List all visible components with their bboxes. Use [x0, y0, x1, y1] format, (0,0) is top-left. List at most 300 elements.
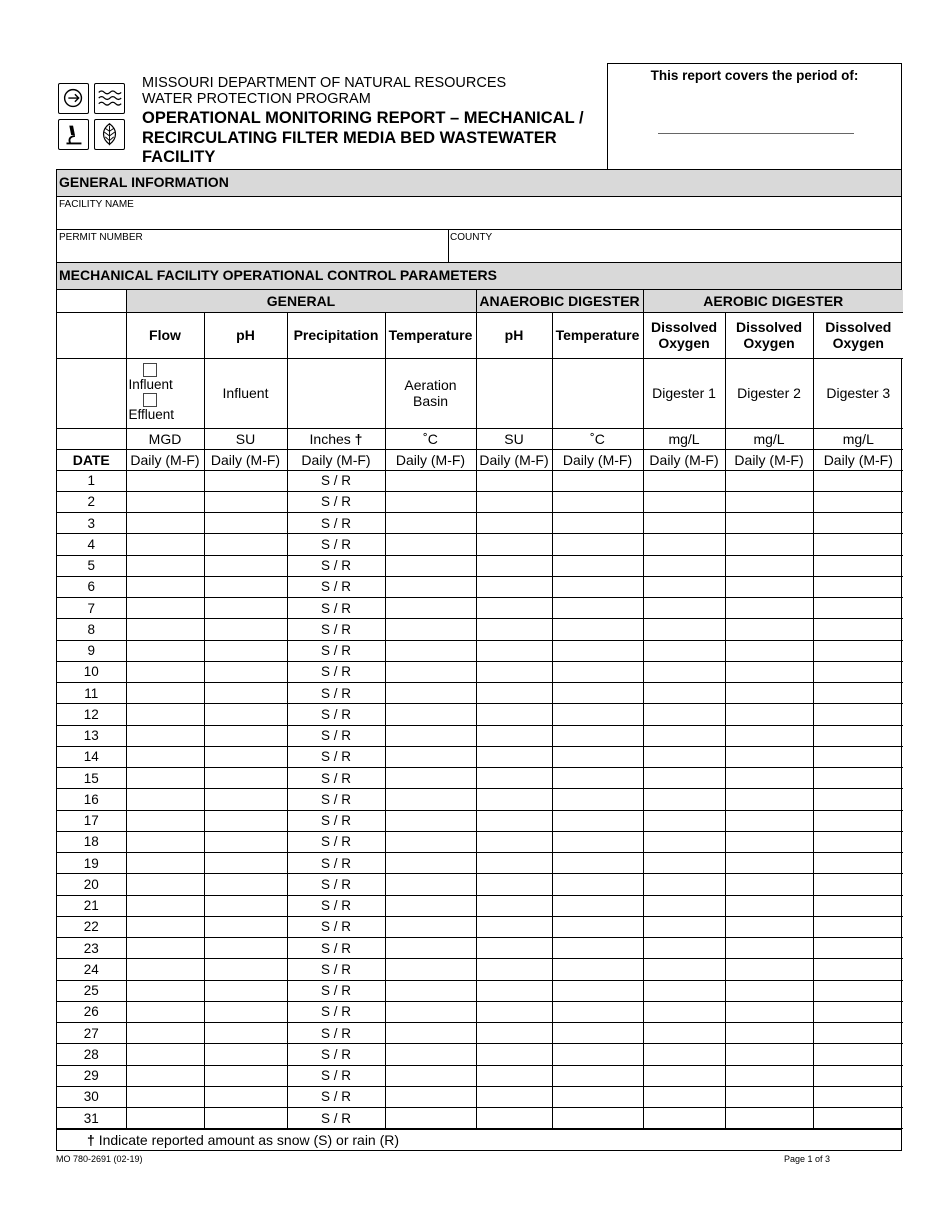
- data-entry-cell[interactable]: [385, 683, 476, 704]
- data-entry-cell[interactable]: [126, 1001, 204, 1022]
- data-entry-cell[interactable]: [204, 938, 287, 959]
- data-entry-cell[interactable]: [552, 1108, 643, 1129]
- data-entry-cell[interactable]: [476, 661, 552, 682]
- data-entry-cell[interactable]: [725, 1065, 813, 1086]
- data-entry-cell[interactable]: [813, 640, 903, 661]
- data-entry-cell[interactable]: [552, 746, 643, 767]
- facility-name-field[interactable]: [57, 197, 901, 230]
- data-entry-cell[interactable]: [813, 810, 903, 831]
- precip-entry-cell[interactable]: S / R: [287, 555, 385, 576]
- precip-entry-cell[interactable]: S / R: [287, 1001, 385, 1022]
- data-entry-cell[interactable]: [725, 1001, 813, 1022]
- precip-entry-cell[interactable]: S / R: [287, 1044, 385, 1065]
- data-entry-cell[interactable]: [476, 683, 552, 704]
- param-name: Dissolved Oxygen: [643, 312, 725, 358]
- data-entry-cell[interactable]: [385, 831, 476, 852]
- data-entry-cell[interactable]: [725, 470, 813, 491]
- data-entry-cell[interactable]: [385, 598, 476, 619]
- data-entry-cell[interactable]: [643, 598, 725, 619]
- data-entry-cell[interactable]: [476, 895, 552, 916]
- data-entry-cell[interactable]: [476, 768, 552, 789]
- data-entry-cell[interactable]: [385, 470, 476, 491]
- data-entry-cell[interactable]: [552, 938, 643, 959]
- data-entry-cell[interactable]: [813, 895, 903, 916]
- data-entry-cell[interactable]: [552, 959, 643, 980]
- data-entry-cell[interactable]: [725, 959, 813, 980]
- data-entry-cell[interactable]: [813, 725, 903, 746]
- data-entry-cell[interactable]: [126, 725, 204, 746]
- data-entry-cell[interactable]: [552, 1065, 643, 1086]
- data-entry-cell[interactable]: [643, 725, 725, 746]
- data-entry-cell[interactable]: [725, 619, 813, 640]
- data-entry-cell[interactable]: [204, 555, 287, 576]
- data-entry-cell[interactable]: [725, 1044, 813, 1065]
- data-entry-cell[interactable]: [725, 704, 813, 725]
- data-entry-cell[interactable]: [385, 534, 476, 555]
- table-row: [57, 831, 903, 852]
- data-entry-cell[interactable]: [643, 789, 725, 810]
- data-entry-cell[interactable]: [725, 768, 813, 789]
- precip-entry-cell[interactable]: S / R: [287, 874, 385, 895]
- data-entry-cell[interactable]: [552, 1044, 643, 1065]
- data-entry-cell[interactable]: [725, 576, 813, 597]
- data-entry-cell[interactable]: [813, 938, 903, 959]
- data-entry-cell[interactable]: [813, 1023, 903, 1044]
- data-entry-cell[interactable]: [204, 470, 287, 491]
- data-entry-cell[interactable]: [204, 513, 287, 534]
- data-entry-cell[interactable]: [204, 810, 287, 831]
- data-entry-cell[interactable]: [126, 661, 204, 682]
- data-entry-cell[interactable]: [813, 831, 903, 852]
- data-entry-cell[interactable]: [643, 1065, 725, 1086]
- precip-entry-cell[interactable]: S / R: [287, 938, 385, 959]
- data-entry-cell[interactable]: [385, 1108, 476, 1129]
- data-entry-cell[interactable]: [813, 513, 903, 534]
- data-entry-cell[interactable]: [126, 704, 204, 725]
- data-entry-cell[interactable]: [476, 810, 552, 831]
- data-entry-cell[interactable]: [643, 895, 725, 916]
- data-entry-cell[interactable]: [643, 746, 725, 767]
- data-entry-cell[interactable]: [126, 746, 204, 767]
- data-entry-cell[interactable]: [126, 831, 204, 852]
- precip-entry-cell[interactable]: S / R: [287, 746, 385, 767]
- data-entry-cell[interactable]: [204, 746, 287, 767]
- report-period-box: [607, 63, 902, 169]
- data-entry-cell[interactable]: [385, 874, 476, 895]
- data-entry-cell[interactable]: [385, 1065, 476, 1086]
- data-entry-cell[interactable]: [476, 555, 552, 576]
- data-entry-cell[interactable]: [476, 1108, 552, 1129]
- table-row: [57, 1086, 903, 1107]
- data-entry-cell[interactable]: [725, 683, 813, 704]
- period-input[interactable]: [658, 133, 854, 134]
- data-entry-cell[interactable]: [204, 1108, 287, 1129]
- data-entry-cell[interactable]: [476, 598, 552, 619]
- data-entry-cell[interactable]: [552, 513, 643, 534]
- data-entry-cell[interactable]: [813, 1044, 903, 1065]
- data-entry-cell[interactable]: [476, 831, 552, 852]
- data-entry-cell[interactable]: [725, 1086, 813, 1107]
- data-entry-cell[interactable]: [643, 555, 725, 576]
- data-entry-cell[interactable]: [385, 661, 476, 682]
- data-entry-cell[interactable]: [126, 895, 204, 916]
- data-entry-cell[interactable]: [813, 576, 903, 597]
- data-entry-cell[interactable]: [126, 1044, 204, 1065]
- data-entry-cell[interactable]: [725, 513, 813, 534]
- data-entry-cell[interactable]: [643, 980, 725, 1001]
- data-entry-cell[interactable]: [643, 916, 725, 937]
- data-entry-cell[interactable]: [385, 1086, 476, 1107]
- precip-entry-cell[interactable]: S / R: [287, 1108, 385, 1129]
- data-entry-cell[interactable]: [813, 470, 903, 491]
- data-entry-cell[interactable]: [126, 491, 204, 512]
- data-entry-cell[interactable]: [385, 513, 476, 534]
- data-entry-cell[interactable]: [126, 916, 204, 937]
- data-entry-cell[interactable]: [204, 598, 287, 619]
- data-entry-cell[interactable]: [643, 619, 725, 640]
- precip-entry-cell[interactable]: S / R: [287, 576, 385, 597]
- page-number: Page 1 of 3: [784, 1154, 831, 1164]
- data-entry-cell[interactable]: [552, 661, 643, 682]
- param-name: Temperature: [385, 312, 476, 358]
- data-entry-cell[interactable]: [813, 683, 903, 704]
- data-entry-cell[interactable]: [725, 725, 813, 746]
- precip-entry-cell[interactable]: S / R: [287, 513, 385, 534]
- data-entry-cell[interactable]: [813, 704, 903, 725]
- day-number: 19: [57, 853, 126, 874]
- data-entry-cell[interactable]: [643, 576, 725, 597]
- data-entry-cell[interactable]: [476, 725, 552, 746]
- data-entry-cell[interactable]: [204, 1065, 287, 1086]
- data-entry-cell[interactable]: [643, 938, 725, 959]
- data-entry-cell[interactable]: [204, 1001, 287, 1022]
- data-entry-cell[interactable]: [476, 1044, 552, 1065]
- precip-entry-cell[interactable]: S / R: [287, 534, 385, 555]
- data-entry-cell[interactable]: [385, 895, 476, 916]
- data-entry-cell[interactable]: [476, 704, 552, 725]
- data-entry-cell[interactable]: [385, 938, 476, 959]
- data-entry-cell[interactable]: [126, 1108, 204, 1129]
- data-entry-cell[interactable]: [643, 534, 725, 555]
- data-entry-cell[interactable]: [126, 853, 204, 874]
- data-entry-cell[interactable]: [476, 491, 552, 512]
- data-entry-cell[interactable]: [385, 1044, 476, 1065]
- data-entry-cell[interactable]: [552, 874, 643, 895]
- data-entry-cell[interactable]: [204, 619, 287, 640]
- data-entry-cell[interactable]: [725, 853, 813, 874]
- data-entry-cell[interactable]: [476, 853, 552, 874]
- precip-entry-cell[interactable]: S / R: [287, 789, 385, 810]
- data-entry-cell[interactable]: [725, 916, 813, 937]
- data-entry-cell[interactable]: [552, 768, 643, 789]
- data-entry-cell[interactable]: [725, 534, 813, 555]
- data-entry-cell[interactable]: [126, 470, 204, 491]
- data-entry-cell[interactable]: [813, 746, 903, 767]
- precip-entry-cell[interactable]: S / R: [287, 1086, 385, 1107]
- data-entry-cell[interactable]: [643, 683, 725, 704]
- data-entry-cell[interactable]: [643, 959, 725, 980]
- data-entry-cell[interactable]: [476, 1001, 552, 1022]
- data-entry-cell[interactable]: [552, 853, 643, 874]
- data-entry-cell[interactable]: [204, 1023, 287, 1044]
- data-entry-cell[interactable]: [725, 810, 813, 831]
- data-entry-cell[interactable]: [476, 874, 552, 895]
- data-entry-cell[interactable]: [552, 789, 643, 810]
- data-entry-cell[interactable]: [204, 1086, 287, 1107]
- data-entry-cell[interactable]: [476, 513, 552, 534]
- data-entry-cell[interactable]: [126, 1065, 204, 1086]
- data-entry-cell[interactable]: [725, 980, 813, 1001]
- data-entry-cell[interactable]: [725, 661, 813, 682]
- data-entry-cell[interactable]: [813, 959, 903, 980]
- data-entry-cell[interactable]: [385, 619, 476, 640]
- data-entry-cell[interactable]: [476, 1023, 552, 1044]
- data-entry-cell[interactable]: [643, 1023, 725, 1044]
- data-entry-cell[interactable]: [643, 1108, 725, 1129]
- data-entry-cell[interactable]: [126, 513, 204, 534]
- data-entry-cell[interactable]: [476, 746, 552, 767]
- data-entry-cell[interactable]: [204, 640, 287, 661]
- precip-entry-cell[interactable]: S / R: [287, 1023, 385, 1044]
- data-entry-cell[interactable]: [204, 683, 287, 704]
- data-entry-cell[interactable]: [476, 640, 552, 661]
- precip-entry-cell[interactable]: S / R: [287, 661, 385, 682]
- data-entry-cell[interactable]: [126, 810, 204, 831]
- precip-entry-cell[interactable]: S / R: [287, 768, 385, 789]
- precip-entry-cell[interactable]: S / R: [287, 853, 385, 874]
- data-entry-cell[interactable]: [813, 853, 903, 874]
- data-entry-cell[interactable]: [725, 640, 813, 661]
- data-entry-cell[interactable]: [385, 916, 476, 937]
- data-entry-cell[interactable]: [204, 534, 287, 555]
- data-entry-cell[interactable]: [204, 980, 287, 1001]
- data-entry-cell[interactable]: [552, 704, 643, 725]
- data-entry-cell[interactable]: [204, 895, 287, 916]
- data-entry-cell[interactable]: [385, 768, 476, 789]
- data-entry-cell[interactable]: [204, 1044, 287, 1065]
- precip-entry-cell[interactable]: S / R: [287, 683, 385, 704]
- precip-entry-cell[interactable]: S / R: [287, 619, 385, 640]
- data-entry-cell[interactable]: [643, 810, 725, 831]
- data-entry-cell[interactable]: [725, 938, 813, 959]
- data-entry-cell[interactable]: [552, 491, 643, 512]
- data-entry-cell[interactable]: [126, 576, 204, 597]
- data-entry-cell[interactable]: [385, 704, 476, 725]
- data-entry-cell[interactable]: [643, 491, 725, 512]
- data-entry-cell[interactable]: [126, 619, 204, 640]
- data-entry-cell[interactable]: [476, 916, 552, 937]
- data-entry-cell[interactable]: [643, 470, 725, 491]
- data-entry-cell[interactable]: [813, 1001, 903, 1022]
- data-entry-cell[interactable]: [813, 1108, 903, 1129]
- data-entry-cell[interactable]: [552, 895, 643, 916]
- data-entry-cell[interactable]: [126, 683, 204, 704]
- day-number: 28: [57, 1044, 126, 1065]
- data-entry-cell[interactable]: [725, 491, 813, 512]
- precip-entry-cell[interactable]: S / R: [287, 916, 385, 937]
- precip-entry-cell[interactable]: S / R: [287, 810, 385, 831]
- data-entry-cell[interactable]: [643, 768, 725, 789]
- data-entry-cell[interactable]: [813, 598, 903, 619]
- data-entry-cell[interactable]: [725, 555, 813, 576]
- data-entry-cell[interactable]: [813, 789, 903, 810]
- data-entry-cell[interactable]: [476, 1086, 552, 1107]
- data-entry-cell[interactable]: [643, 1086, 725, 1107]
- table-row: [57, 598, 903, 619]
- data-entry-cell[interactable]: [126, 598, 204, 619]
- data-entry-cell[interactable]: [204, 853, 287, 874]
- data-entry-cell[interactable]: [476, 619, 552, 640]
- data-entry-cell[interactable]: [476, 959, 552, 980]
- effluent-checkbox[interactable]: [143, 393, 157, 407]
- param-name: pH: [204, 312, 287, 358]
- data-entry-cell[interactable]: [552, 1086, 643, 1107]
- data-entry-cell[interactable]: [385, 853, 476, 874]
- data-entry-cell[interactable]: [385, 576, 476, 597]
- data-entry-cell[interactable]: [204, 789, 287, 810]
- data-entry-cell[interactable]: [813, 1065, 903, 1086]
- data-entry-cell[interactable]: [126, 768, 204, 789]
- precip-entry-cell[interactable]: S / R: [287, 959, 385, 980]
- data-entry-cell[interactable]: [126, 874, 204, 895]
- data-entry-cell[interactable]: [552, 598, 643, 619]
- data-entry-cell[interactable]: [552, 916, 643, 937]
- data-entry-cell[interactable]: [385, 746, 476, 767]
- precip-entry-cell[interactable]: S / R: [287, 831, 385, 852]
- data-entry-cell[interactable]: [552, 980, 643, 1001]
- data-entry-cell[interactable]: [476, 1065, 552, 1086]
- data-entry-cell[interactable]: [385, 980, 476, 1001]
- precip-entry-cell[interactable]: S / R: [287, 491, 385, 512]
- data-entry-cell[interactable]: [204, 959, 287, 980]
- data-entry-cell[interactable]: [204, 725, 287, 746]
- data-entry-cell[interactable]: [552, 640, 643, 661]
- data-entry-cell[interactable]: [385, 959, 476, 980]
- data-entry-cell[interactable]: [552, 725, 643, 746]
- data-entry-cell[interactable]: [643, 1001, 725, 1022]
- data-entry-cell[interactable]: [126, 959, 204, 980]
- data-entry-cell[interactable]: [385, 491, 476, 512]
- data-entry-cell[interactable]: [204, 831, 287, 852]
- data-entry-cell[interactable]: [552, 555, 643, 576]
- data-entry-cell[interactable]: [813, 534, 903, 555]
- data-entry-cell[interactable]: [552, 1023, 643, 1044]
- data-entry-cell[interactable]: [725, 598, 813, 619]
- data-entry-cell[interactable]: [725, 895, 813, 916]
- data-entry-cell[interactable]: [552, 619, 643, 640]
- data-entry-cell[interactable]: [813, 1086, 903, 1107]
- data-entry-cell[interactable]: [725, 874, 813, 895]
- precip-entry-cell[interactable]: S / R: [287, 895, 385, 916]
- precip-entry-cell[interactable]: S / R: [287, 1065, 385, 1086]
- data-entry-cell[interactable]: [643, 704, 725, 725]
- precip-entry-cell[interactable]: S / R: [287, 704, 385, 725]
- data-entry-cell[interactable]: [813, 874, 903, 895]
- data-entry-cell[interactable]: [552, 1001, 643, 1022]
- data-entry-cell[interactable]: [126, 534, 204, 555]
- data-entry-cell[interactable]: [126, 555, 204, 576]
- data-entry-cell[interactable]: [643, 513, 725, 534]
- data-entry-cell[interactable]: [552, 576, 643, 597]
- data-entry-cell[interactable]: [725, 1023, 813, 1044]
- param-desc: Digester 2: [725, 358, 813, 428]
- data-entry-cell[interactable]: [725, 1108, 813, 1129]
- data-entry-cell[interactable]: [385, 725, 476, 746]
- data-entry-cell[interactable]: [385, 810, 476, 831]
- data-entry-cell[interactable]: [126, 938, 204, 959]
- param-freq: Daily (M-F): [552, 449, 643, 470]
- data-entry-cell[interactable]: [552, 534, 643, 555]
- data-entry-cell[interactable]: [385, 789, 476, 810]
- data-entry-cell[interactable]: [643, 853, 725, 874]
- data-entry-cell[interactable]: [385, 1023, 476, 1044]
- data-entry-cell[interactable]: [552, 470, 643, 491]
- data-entry-cell[interactable]: [204, 874, 287, 895]
- precip-entry-cell[interactable]: S / R: [287, 470, 385, 491]
- data-entry-cell[interactable]: [204, 768, 287, 789]
- data-entry-cell[interactable]: [385, 1001, 476, 1022]
- data-entry-cell[interactable]: [204, 576, 287, 597]
- data-entry-cell[interactable]: [725, 746, 813, 767]
- precip-entry-cell[interactable]: S / R: [287, 980, 385, 1001]
- influent-checkbox[interactable]: [143, 363, 157, 377]
- parameter-name-row: [57, 312, 903, 358]
- data-entry-cell[interactable]: [126, 789, 204, 810]
- data-entry-cell[interactable]: [204, 491, 287, 512]
- data-entry-cell[interactable]: [813, 916, 903, 937]
- data-entry-cell[interactable]: [813, 491, 903, 512]
- day-number: 4: [57, 534, 126, 555]
- precip-entry-cell[interactable]: S / R: [287, 725, 385, 746]
- data-entry-cell[interactable]: [552, 683, 643, 704]
- data-entry-cell[interactable]: [476, 534, 552, 555]
- data-entry-cell[interactable]: [725, 831, 813, 852]
- data-entry-cell[interactable]: [204, 704, 287, 725]
- data-entry-cell[interactable]: [643, 831, 725, 852]
- data-entry-cell[interactable]: [643, 874, 725, 895]
- data-entry-cell[interactable]: [476, 470, 552, 491]
- permit-county-row: [57, 230, 901, 263]
- data-entry-cell[interactable]: [552, 810, 643, 831]
- table-row: [57, 874, 903, 895]
- data-entry-cell[interactable]: [204, 661, 287, 682]
- data-entry-cell[interactable]: [385, 555, 476, 576]
- data-entry-cell[interactable]: [476, 789, 552, 810]
- data-entry-cell[interactable]: [476, 980, 552, 1001]
- data-entry-cell[interactable]: [643, 661, 725, 682]
- param-freq: Daily (M-F): [287, 449, 385, 470]
- data-entry-cell[interactable]: [204, 916, 287, 937]
- precip-entry-cell[interactable]: S / R: [287, 640, 385, 661]
- data-entry-cell[interactable]: [813, 661, 903, 682]
- data-entry-cell[interactable]: [643, 1044, 725, 1065]
- data-entry-cell[interactable]: [813, 555, 903, 576]
- data-entry-cell[interactable]: [552, 831, 643, 852]
- data-entry-cell[interactable]: [126, 1023, 204, 1044]
- data-entry-cell[interactable]: [813, 619, 903, 640]
- data-entry-cell[interactable]: [725, 789, 813, 810]
- data-entry-cell[interactable]: [126, 1086, 204, 1107]
- data-entry-cell[interactable]: [813, 980, 903, 1001]
- data-entry-cell[interactable]: [385, 640, 476, 661]
- data-entry-cell[interactable]: [813, 768, 903, 789]
- data-entry-cell[interactable]: [476, 576, 552, 597]
- data-entry-cell[interactable]: [126, 980, 204, 1001]
- data-entry-cell[interactable]: [126, 640, 204, 661]
- precip-entry-cell[interactable]: S / R: [287, 598, 385, 619]
- data-entry-cell[interactable]: [643, 640, 725, 661]
- data-entry-cell[interactable]: [476, 938, 552, 959]
